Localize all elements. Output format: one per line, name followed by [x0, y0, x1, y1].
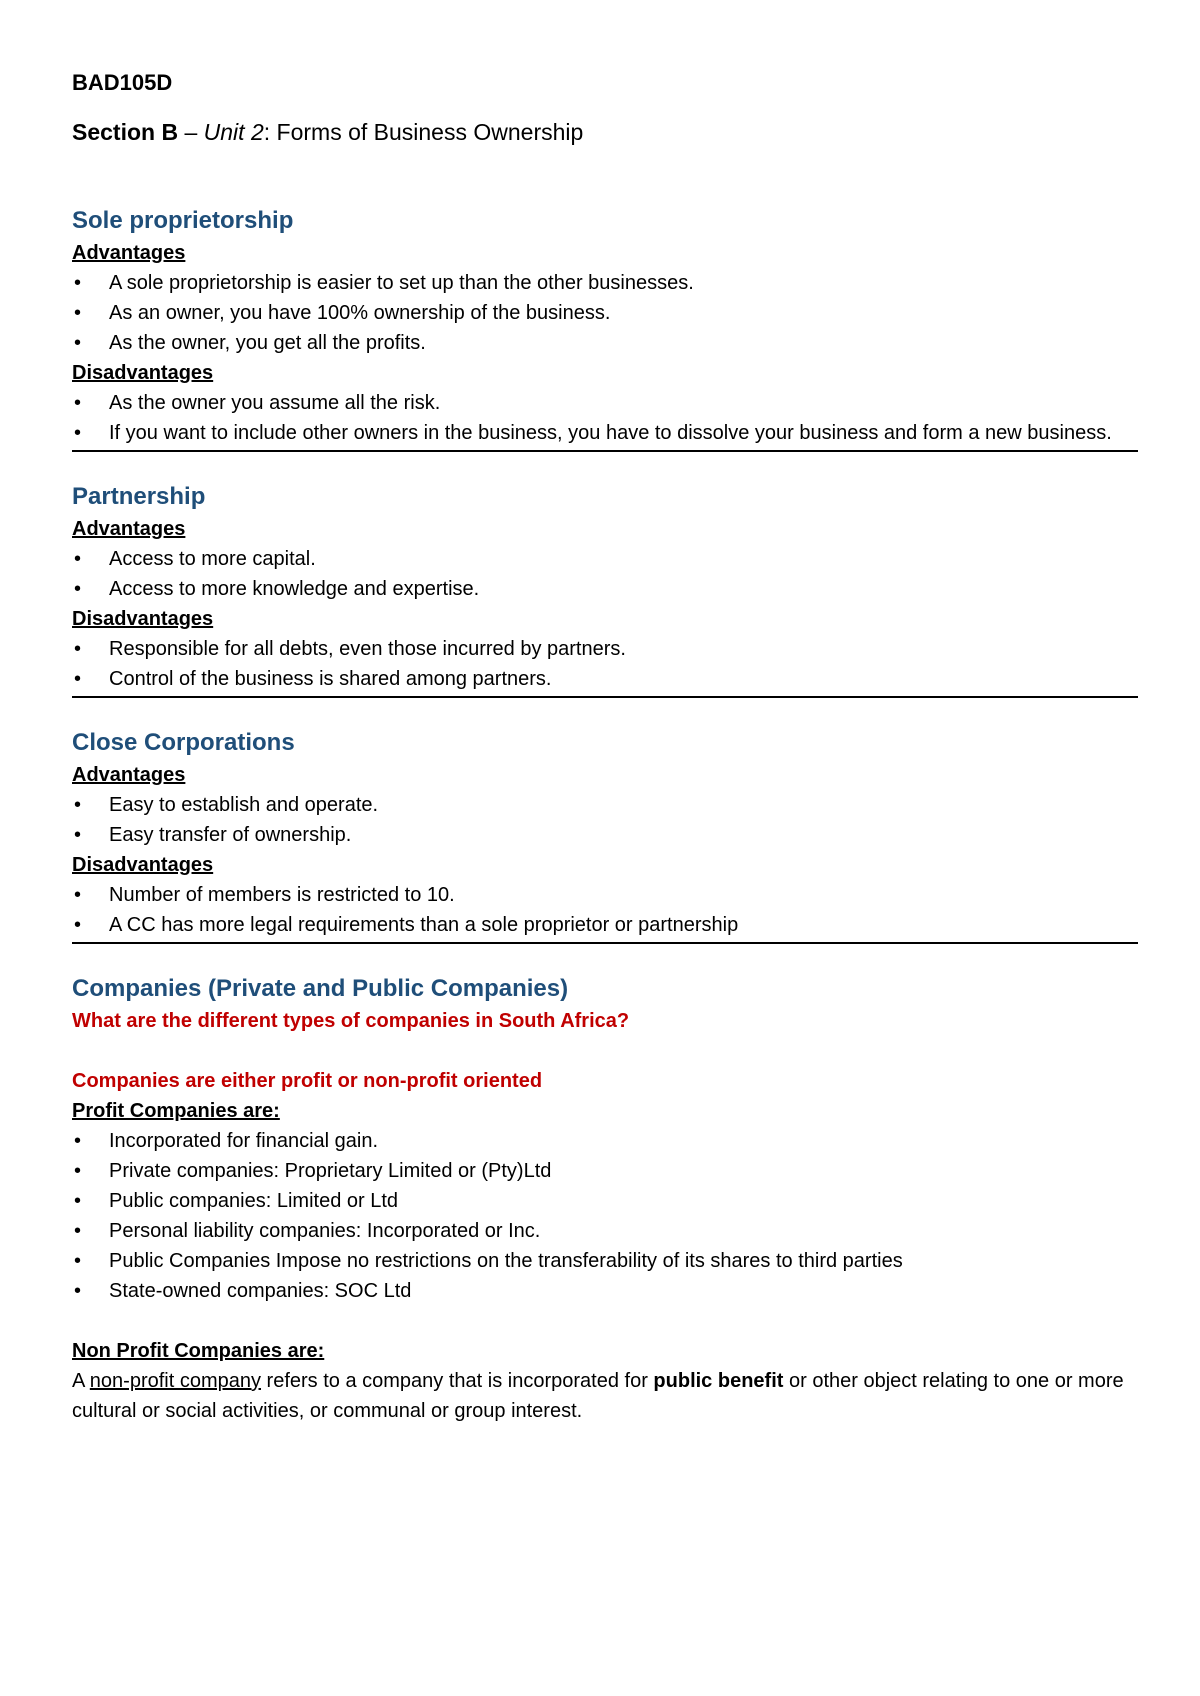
nonprofit-companies-label: Non Profit Companies are:: [72, 1340, 325, 1362]
cc-advantages-list: [72, 790, 1138, 850]
list-item: • Public Companies Impose no restrictions on the transferability of its shares to third parties: [72, 1246, 1138, 1276]
bullet-icon: •: [74, 794, 82, 816]
document-page: [72, 70, 1138, 1428]
close-corporations-section: [72, 728, 1138, 944]
cc-advantages-label: Advantages: [72, 764, 186, 786]
cc-disadvantages-label: Disadvantages: [72, 854, 214, 876]
list-item: • Easy transfer of ownership.: [72, 820, 1138, 850]
partnership-advantages-label: Advantages: [72, 518, 186, 540]
list-item: • Private companies: Proprietary Limited or (Pty)Ltd: [72, 1156, 1138, 1186]
list-item: • Access to more capital.: [72, 544, 1138, 574]
bullet-icon: •: [74, 1280, 82, 1302]
bullet-icon: •: [74, 638, 82, 660]
sole-advantages-list: [72, 268, 1138, 358]
bullet-icon: •: [74, 1160, 82, 1182]
bullet-icon: •: [74, 914, 82, 936]
close-corporations-heading: Close Corporations: [72, 729, 295, 756]
list-item: • Incorporated for financial gain.: [72, 1126, 1138, 1156]
bullet-icon: •: [74, 1220, 82, 1242]
list-item: • A CC has more legal requirements than a sole proprietor or partnership: [72, 910, 1138, 940]
bullet-icon: •: [74, 578, 82, 600]
list-item: • Easy to establish and operate.: [72, 790, 1138, 820]
public-benefit-term: public benefit: [653, 1370, 784, 1392]
bullet-icon: •: [74, 302, 82, 324]
list-item: • As the owner you assume all the risk.: [72, 388, 1138, 418]
section-title: [72, 118, 1138, 146]
partnership-heading: Partnership: [72, 483, 206, 510]
bullet-icon: •: [74, 332, 82, 354]
bullet-icon: •: [74, 668, 82, 690]
partnership-disadvantages-list: [72, 634, 1138, 694]
partnership-advantages-list: [72, 544, 1138, 604]
bullet-icon: •: [74, 272, 82, 294]
bullet-icon: •: [74, 392, 82, 414]
list-item: • Control of the business is shared among partners.: [72, 664, 1138, 694]
bullet-icon: •: [74, 422, 82, 444]
list-item: • Number of members is restricted to 10.: [72, 880, 1138, 910]
section-dash: –: [178, 119, 204, 145]
companies-oriented-note: Companies are either profit or non-profit oriented: [72, 1070, 543, 1092]
profit-companies-list: [72, 1126, 1138, 1306]
bullet-icon: •: [74, 1130, 82, 1152]
bullet-icon: •: [74, 884, 82, 906]
course-code: BAD105D: [72, 70, 173, 95]
list-item: • Public companies: Limited or Ltd: [72, 1186, 1138, 1216]
companies-heading: Companies (Private and Public Companies): [72, 975, 569, 1002]
nonprofit-description: A non-profit company refers to a company that is incorporated for public benefit or other object relating to one or more cultural or social activities, or communal or group interest.: [72, 1370, 1124, 1422]
list-item: • As the owner, you get all the profits.: [72, 328, 1138, 358]
list-item: • Access to more knowledge and expertise.: [72, 574, 1138, 604]
sole-disadvantages-list: [72, 388, 1138, 448]
sole-advantages-label: Advantages: [72, 242, 186, 264]
bullet-icon: •: [74, 1250, 82, 1272]
companies-section: [72, 974, 1138, 1428]
sole-proprietorship-section: [72, 206, 1138, 452]
cc-disadvantages-list: [72, 880, 1138, 940]
companies-question: What are the different types of companies in South Africa?: [72, 1010, 630, 1032]
list-item: • Responsible for all debts, even those incurred by partners.: [72, 634, 1138, 664]
unit-title: : Forms of Business Ownership: [263, 119, 584, 145]
list-item: • Personal liability companies: Incorporated or Inc.: [72, 1216, 1138, 1246]
bullet-icon: •: [74, 1190, 82, 1212]
unit-label: Unit 2: [203, 119, 264, 145]
spacer: [72, 1306, 1138, 1336]
bullet-icon: •: [74, 548, 82, 570]
sole-disadvantages-label: Disadvantages: [72, 362, 214, 384]
list-item: • As an owner, you have 100% ownership of the business.: [72, 298, 1138, 328]
list-item: • A sole proprietorship is easier to set up than the other businesses.: [72, 268, 1138, 298]
sole-proprietorship-heading: Sole proprietorship: [72, 207, 294, 234]
partnership-section: [72, 482, 1138, 698]
profit-companies-label: Profit Companies are:: [72, 1100, 280, 1122]
bullet-icon: •: [74, 824, 82, 846]
section-label: Section B: [72, 119, 179, 145]
list-item: • State-owned companies: SOC Ltd: [72, 1276, 1138, 1306]
list-item: • If you want to include other owners in the business, you have to dissolve your business and form a new business.: [72, 418, 1138, 448]
nonprofit-company-term: non-profit company: [89, 1370, 261, 1392]
partnership-disadvantages-label: Disadvantages: [72, 608, 214, 630]
